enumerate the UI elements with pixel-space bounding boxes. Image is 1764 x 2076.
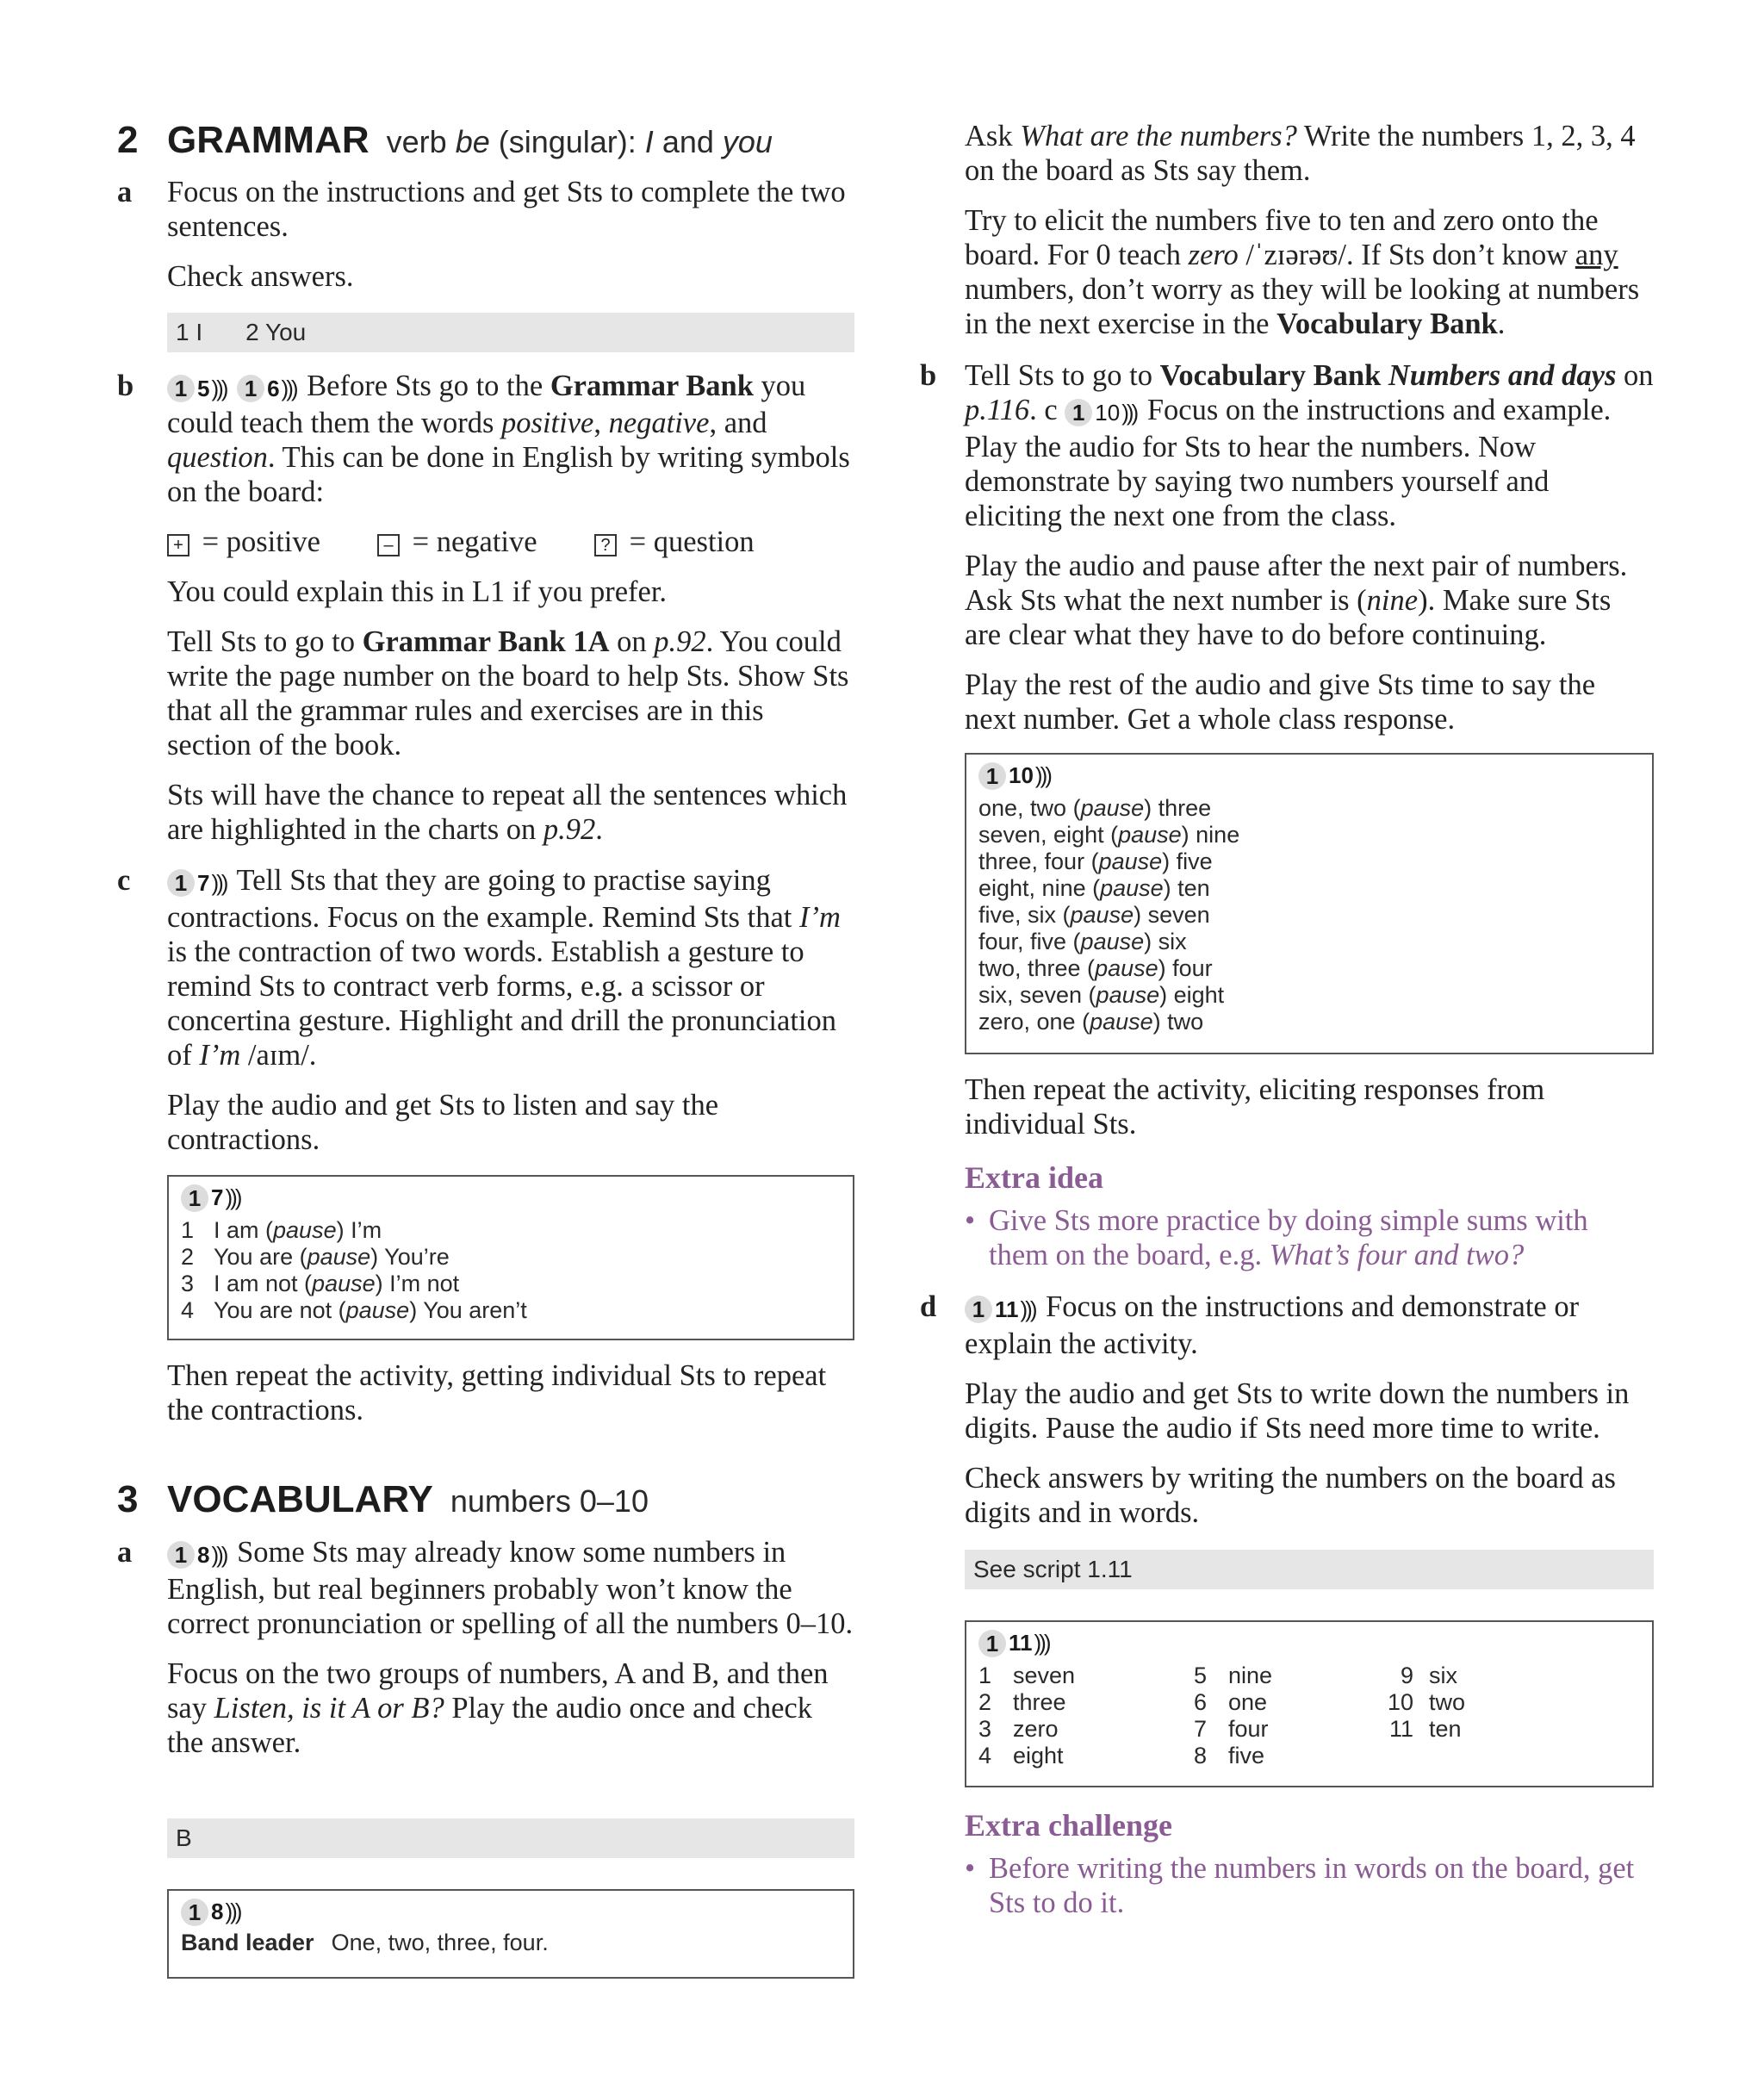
paragraph: Play the audio and pause after the next pair of numbers. Ask Sts what the next number is (nine). Make sure Sts are clear what they have to do before continuing.	[965, 550, 1628, 652]
extra-challenge-text: • Before writing the numbers in words on the board, get Sts to do it.	[965, 1852, 1635, 1919]
paragraph: Play the audio and get Sts to listen and say the contractions.	[167, 1089, 719, 1157]
script-line: three, four (pause) five	[978, 848, 1213, 874]
paragraph: Sts will have the chance to repeat all the sentences which are highlighted in the charts on p.92.	[167, 779, 848, 847]
paragraph: Check answers by writing the numbers on the board as digits and in words.	[965, 1462, 1616, 1530]
script-line: four, five (pause) six	[978, 928, 1187, 954]
section-number: 3	[117, 1478, 139, 1520]
paragraph: Check answers.	[167, 260, 354, 293]
extra-challenge-title: Extra challenge	[965, 1808, 1172, 1843]
script-line: seven, eight (pause) nine	[978, 821, 1240, 848]
paragraph: Focus on the two groups of numbers, A and B, and then say Listen, is it A or B? Play the audio once and check the answer.	[167, 1657, 829, 1760]
section-heading-vocabulary	[117, 1478, 649, 1521]
audio-track-icon[interactable]: 1 6 )))	[237, 371, 295, 406]
paragraph: You could explain this in L1 if you prefer.	[167, 575, 668, 609]
grid-cell: 5 nine	[1194, 1662, 1273, 1688]
paragraph: Then repeat the activity, eliciting responses from individual Sts.	[965, 1073, 1545, 1141]
script-line: eight, nine (pause) ten	[978, 874, 1210, 901]
extra-challenge-box	[965, 1808, 1654, 1920]
section-subtitle: verb be (singular): I and you	[386, 124, 773, 159]
grid-cell: 1 seven	[978, 1662, 1076, 1688]
exercise-3d	[920, 1290, 1654, 1530]
exercise-3a-continued	[965, 119, 1654, 341]
audio-script-box	[965, 753, 1654, 1054]
exercise-letter: b	[117, 370, 134, 402]
question-icon: ?	[594, 534, 617, 556]
paragraph: 1 7 ))) Tell Sts that they are going to practise saying contractions. Focus on the example. Remind Sts that I’m is the contraction of two words. Establish a gesture to remind Sts to contract verb forms, e.g. a scissor or concertina gesture. Highlight and drill the pronunciation of I’m /aɪm/.	[167, 864, 841, 1072]
audio-track-icon[interactable]: 1 8 )))	[167, 1538, 226, 1572]
audio-track-icon[interactable]: 1 10 )))	[978, 762, 1050, 790]
grid-cell: 3 zero	[978, 1715, 1059, 1742]
grid-cell	[1379, 1743, 1594, 1769]
paragraph: 1 5 ))) 1 6 ))) Before Sts go to the Grammar Bank you could teach them the words positive, negative, and question. This can be done in English by writing symbols on the board:	[167, 370, 850, 509]
paragraph: Then repeat the activity, getting individual Sts to repeat the contractions.	[167, 1359, 827, 1426]
section-subtitle: numbers 0–10	[450, 1483, 649, 1519]
section-title: GRAMMAR	[167, 119, 370, 161]
audio-track-icon[interactable]: 1 5 )))	[167, 371, 226, 406]
script-line: 1 I am (pause) I’m	[181, 1216, 382, 1243]
grid-cell: 4 eight	[978, 1742, 1064, 1768]
script-line: Band leader One, two, three, four.	[181, 1929, 549, 1955]
audio-script-box	[965, 1620, 1654, 1787]
exercise-letter: b	[920, 359, 937, 392]
grid-cell: 10 two	[1387, 1688, 1466, 1715]
grid-cell: 2 three	[978, 1688, 1066, 1715]
paragraph: Focus on the instructions and get Sts to complete the two sentences.	[167, 176, 846, 243]
answer-box: See script 1.11	[965, 1550, 1654, 1589]
grid-cell: 7 four	[1194, 1715, 1269, 1742]
paragraph: Play the rest of the audio and give Sts time to say the next number. Get a whole class response.	[965, 668, 1596, 737]
exercise-2c-followup	[167, 1358, 854, 1427]
numbers-grid	[978, 1663, 1640, 1769]
symbol-legend: + = positive – = negative ? = question	[167, 525, 854, 559]
exercise-letter: d	[920, 1290, 937, 1323]
script-line: zero, one (pause) two	[978, 1008, 1204, 1035]
grid-cell: 6 one	[1194, 1688, 1268, 1715]
paragraph: Try to elicit the numbers five to ten and zero onto the board. For 0 teach zero /ˈzɪərəʊ/. If Sts don’t know any numbers, don’t worry as they will be looking at numbers in the next exercise in the Vocabulary Bank.	[965, 204, 1640, 340]
script-line: six, seven (pause) eight	[978, 981, 1225, 1008]
script-line: one, two (pause) three	[978, 794, 1212, 821]
script-lines	[181, 1217, 841, 1324]
exercise-letter: a	[117, 1536, 133, 1569]
section-number: 2	[117, 119, 139, 161]
exercise-letter: c	[117, 864, 131, 897]
script-line: 2 You are (pause) You’re	[181, 1243, 450, 1270]
exercise-3b	[920, 358, 1654, 737]
audio-track-icon[interactable]: 1 11 )))	[978, 1630, 1048, 1657]
answer-box: 1 I 2 You	[167, 313, 854, 352]
minus-icon: –	[377, 534, 400, 556]
extra-idea-box	[965, 1160, 1654, 1272]
section-heading-grammar	[117, 119, 773, 162]
extra-idea-text: • Give Sts more practice by doing simple sums with them on the board, e.g. What’s four and two?	[965, 1204, 1588, 1271]
script-lines	[978, 795, 1640, 1035]
answer-box: B	[167, 1818, 854, 1858]
paragraph: Play the audio and get Sts to write down the numbers in digits. Pause the audio if Sts need more time to write.	[965, 1377, 1630, 1445]
audio-script-box	[167, 1889, 854, 1979]
paragraph: Tell Sts to go to Vocabulary Bank Numbers and days on p.116. c 1 10 ))) Focus on the instructions and example. Play the audio for Sts to hear the numbers. Now demonstrate by saying two numbers yourself and eliciting the next one from the class.	[965, 359, 1654, 533]
audio-track-icon[interactable]: 1 7 )))	[181, 1184, 239, 1212]
exercise-2a	[117, 175, 854, 294]
grid-cell: 9 six	[1400, 1662, 1457, 1688]
script-line: 4 You are not (pause) You aren’t	[181, 1296, 527, 1323]
audio-script-box	[167, 1175, 854, 1340]
script-line: five, six (pause) seven	[978, 901, 1210, 928]
paragraph: 1 11 ))) Focus on the instructions and demonstrate or explain the activity.	[965, 1290, 1580, 1361]
audio-track-icon[interactable]: 1 7 )))	[167, 866, 226, 900]
grid-cell: 11 ten	[1388, 1715, 1462, 1742]
audio-track-icon[interactable]: 1 8 )))	[181, 1899, 239, 1926]
exercise-letter: a	[117, 176, 133, 208]
exercise-2b	[117, 369, 854, 847]
extra-idea-title: Extra idea	[965, 1160, 1103, 1195]
exercise-2c	[117, 863, 854, 1157]
audio-track-icon[interactable]: 1 11 )))	[965, 1292, 1034, 1327]
section-title: VOCABULARY	[167, 1478, 433, 1520]
exercise-3a	[117, 1535, 854, 1760]
exercise-3b-followup	[965, 1072, 1654, 1141]
grid-cell: 8 five	[1194, 1742, 1265, 1768]
script-line: two, three (pause) four	[978, 954, 1213, 981]
script-line: 3 I am not (pause) I’m not	[181, 1270, 460, 1296]
audio-track-icon[interactable]: 1 10 )))	[1065, 395, 1136, 430]
paragraph: 1 8 ))) Some Sts may already know some numbers in English, but real beginners probably won’t know the correct pronunciation or spelling of all the numbers 0–10.	[167, 1536, 854, 1641]
paragraph: Ask What are the numbers? Write the numbers 1, 2, 3, 4 on the board as Sts say them.	[965, 120, 1636, 187]
paragraph: Tell Sts to go to Grammar Bank 1A on p.92. You could write the page number on the board to help Sts. Show Sts that all the grammar rules and exercises are in this section of the book.	[167, 625, 849, 762]
plus-icon: +	[167, 534, 189, 556]
